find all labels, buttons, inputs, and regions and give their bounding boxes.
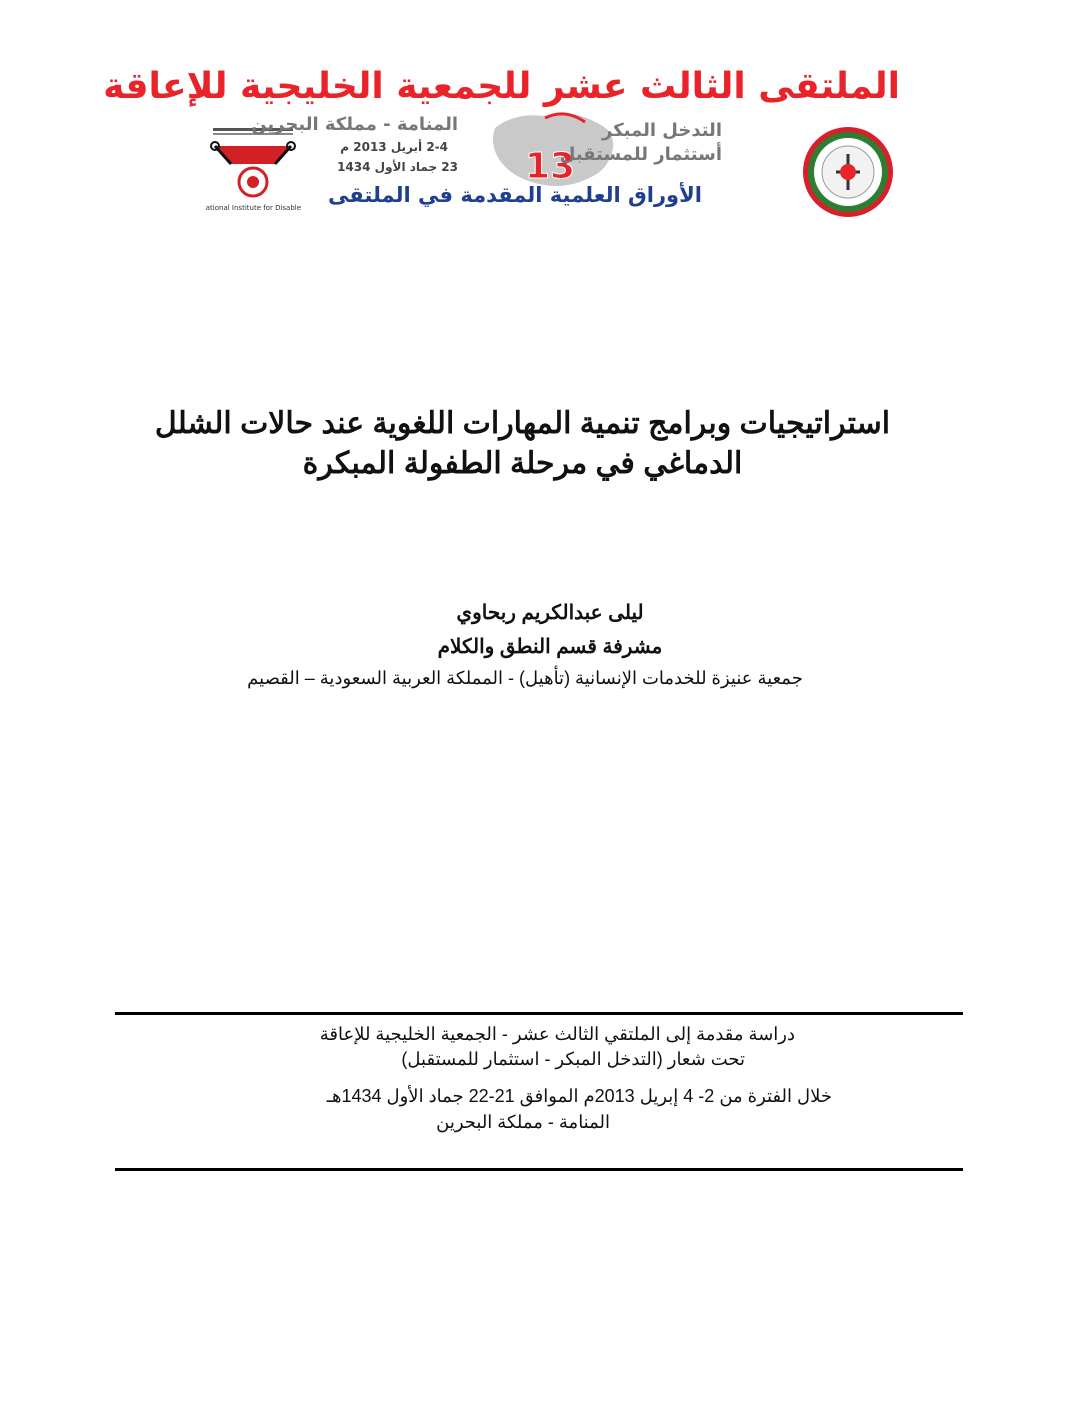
paper-title-line-1: استراتيجيات وبرامج تنمية المهارات اللغوية عند حالات الشلل bbox=[154, 407, 891, 440]
edition-number: 13 bbox=[525, 146, 576, 187]
footer-line-4: المنامة - مملكة البحرين bbox=[436, 1112, 610, 1132]
event-date-gregorian: 2-4 أبريل 2013 م bbox=[340, 140, 448, 154]
footer-line-1: دراسة مقدمة إلى الملتقي الثالث عشر - الجمعية الخليجية للإعاقة bbox=[319, 1024, 795, 1044]
author-organization: جمعية عنيزة للخدمات الإنسانية (تأهيل) - المملكة العربية السعودية – القصيم bbox=[247, 668, 803, 688]
event-venue: المنامة - مملكة البحرين bbox=[251, 114, 458, 135]
footer-line-3: خلال الفترة من 2- 4 إبريل 2013م الموافق 21-22 جماد الأول 1434هـ bbox=[326, 1086, 832, 1106]
event-date-hijri: 23 جماد الأول 1434 bbox=[337, 160, 458, 174]
footer-rule-top bbox=[115, 1012, 963, 1015]
slogan-line-2: أستثمار للمستقبل bbox=[559, 144, 722, 165]
author-name: ليلى عبدالكريم ربحاوي bbox=[456, 602, 644, 624]
paper-title-line-2: الدماغي في مرحلة الطفولة المبكرة bbox=[302, 447, 743, 480]
conference-banner-title: الملتقى الثالث عشر للجمعية الخليجية للإعاقة bbox=[103, 66, 900, 107]
footer-rule-bottom bbox=[115, 1168, 963, 1171]
papers-caption: الأوراق العلمية المقدمة في الملتقى bbox=[328, 183, 702, 207]
institute-logo-caption: National Institute for Disabled bbox=[205, 204, 301, 212]
author-role: مشرفة قسم النطق والكلام bbox=[437, 636, 663, 658]
institute-logo bbox=[205, 124, 301, 214]
association-logo bbox=[800, 124, 896, 220]
paper-title bbox=[150, 404, 895, 484]
footer-line-2: تحت شعار (التدخل المبكر - استثمار للمستقبل) bbox=[401, 1049, 745, 1069]
slogan-line-1: التدخل المبكر bbox=[602, 120, 722, 141]
